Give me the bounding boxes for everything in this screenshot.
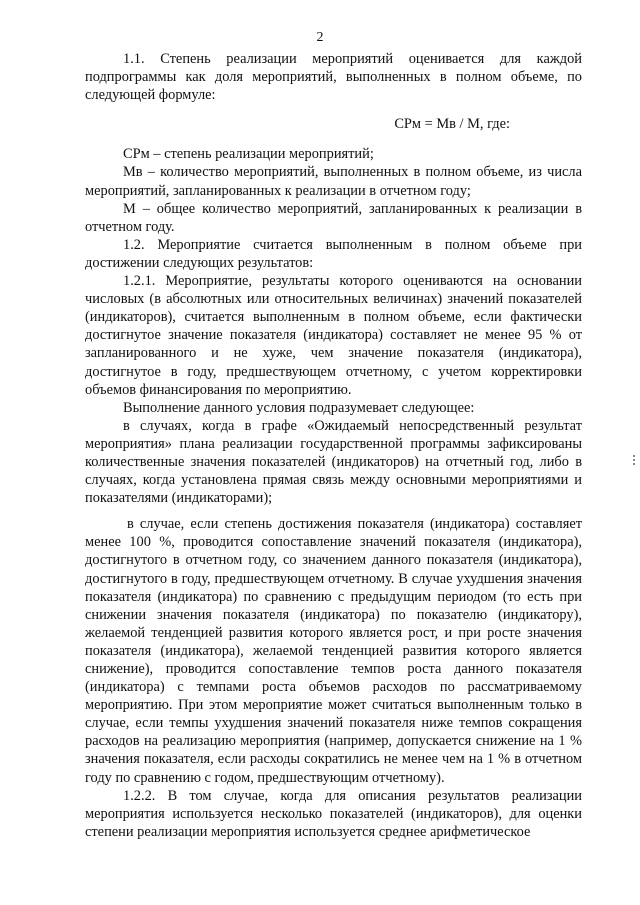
paragraph-1-2-2: 1.2.2. В том случае, когда для описания результатов реализации мероприятия используется несколько показателей (индикаторов), для оценки степени реализации мероприятия используется среднее арифметическое xyxy=(85,787,582,840)
paragraph-condition: Выполнение данного условия подразумевает следующее: xyxy=(123,399,475,416)
paragraph-1-2-1: 1.2.1. Мероприятие, результаты которого оцениваются на основании числовых (в абсолютных или относительных величинах) значений показателей (индикаторов), считается выполненным в полном объеме, если фактически достигнутое значение показателя (индикатора) составляет не менее 95 % от запланированного и не хуже, чем значение показателя (индикатора), достигнутое в году, предшествующем отчетному, с учетом корректировки объемов финансирования по мероприятию. xyxy=(85,273,582,398)
paragraph-case-2: в случае, если степень достижения показателя (индикатора) составляет менее 100 %, проводится сопоставление значений показателя (индикатора), достигнутого в отчетном году, со значением данного показателя (индикатора), достигнутого в году, предшествующем отчетному. В случае ухудшения значения показателя (индикатора) по сравнению с предыдущим периодом (то есть при снижении значения показателя (индикатора) по показателю (индикатору), желаемой тенденцией развития которого является рост, и при росте значения показателя (индикатора), желаемой тенденцией развития которого является снижение), проводится сопоставление темпов роста данного показателя (индикатора) с темпами роста объемов расходов по рассматриваемому мероприятию. При этом мероприятие может считаться выполненным только в случае, если темпы ухудшения значений показателя ниже темпов сокращения расходов на реализацию мероприятия (например, допускается снижение на 1 % значения показателя, если расходы сократились не менее чем на 1 % в отчетном году по сравнению с годом, предшествующим отчетному). xyxy=(85,516,582,786)
document-body xyxy=(85,50,582,841)
definition-srm: СРм – степень реализации мероприятий; xyxy=(123,146,374,163)
formula: СРм = Мв / М, где: xyxy=(394,116,510,133)
page-number: 2 xyxy=(316,30,324,45)
paragraph-1-2: 1.2. Мероприятие считается выполненным в полном объеме при достижении следующих результатов: xyxy=(85,236,582,271)
paragraph-1-1: 1.1. Степень реализации мероприятий оценивается для каждой подпрограммы как доля мероприятий, выполненных в полном объеме, по следующей формуле: xyxy=(85,51,582,104)
scan-margin-mark xyxy=(633,455,635,465)
paragraph-case-1: в случаях, когда в графе «Ожидаемый непосредственный результат мероприятия» плана реализации государственной программы зафиксированы количественные значения показателей (индикаторов) на отчетный год, либо в случаях, когда установлена прямая связь между основными мероприятиями и показателями (индикаторами); xyxy=(85,417,582,507)
definition-mv: Мв – количество мероприятий, выполненных в полном объеме, из числа мероприятий, запланированных к реализации в отчетном году; xyxy=(85,164,582,199)
definition-m: М – общее количество мероприятий, запланированных к реализации в отчетном году. xyxy=(85,200,582,235)
